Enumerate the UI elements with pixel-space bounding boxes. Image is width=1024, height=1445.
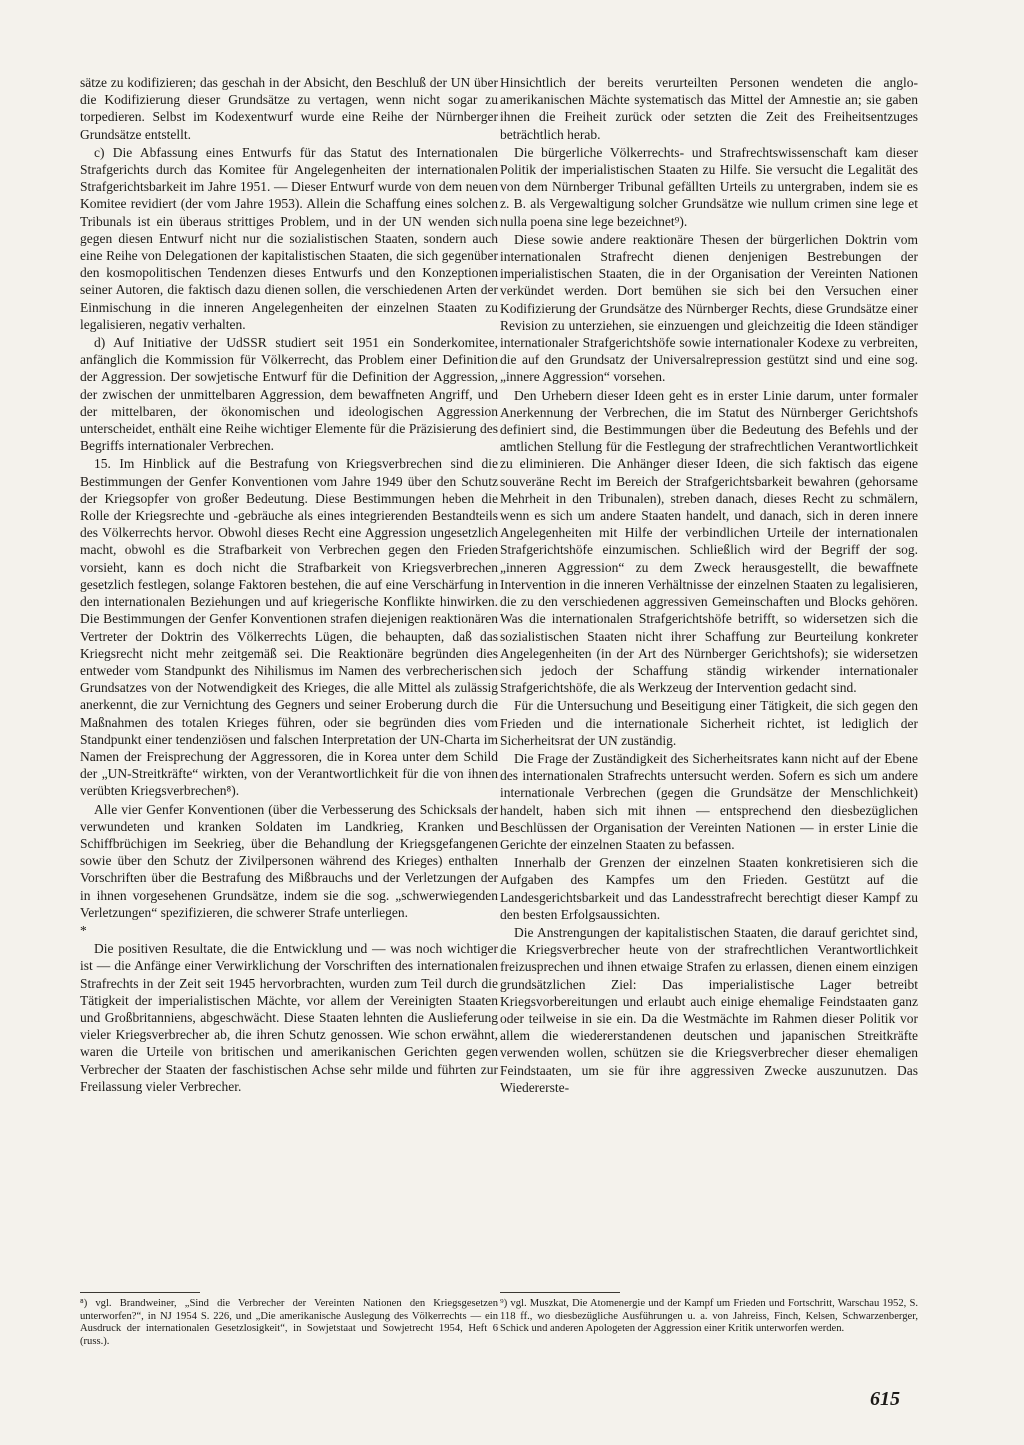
paragraph: Den Urhebern dieser Ideen geht es in erster Linie darum, unter formaler Anerkennung der Verbrechen, die im Statut des Nürnberger Gerichtshofs definiert sind, die Bestimmungen über die Bedeutung des Befehls und der amtlichen Stellung für die Festlegung der strafrechtlichen Verantwortlichkeit zu eliminieren. Die Anhänger dieser Ideen, die sich faktisch das eigene souveräne Recht im Bereich der Strafgerichtsbarkeit bewahren (gehorsame Mehrheit in den Tribunalen), streben danach, dieses Recht zu schmälern, wenn es sich um andere Staaten handelt, und danach, sich in deren innere Angelegenheiten mit Hilfe der verbindlichen Urteile der internationalen Strafgerichtshöfe einzumischen. Schließlich wird der Begriff der sog. „inneren Aggression“ zu dem Zweck herausgestellt, die bewaffnete Intervention in die inneren Verhältnisse der einzelnen Staaten zu legalisieren, die zu den verschiedenen aggressiven Gemeinschaften und Blocks gehören. Was die internationalen Strafgerichtshöfe betrifft, so widersetzen sich die sozialistischen Staaten nicht ihrer Schaffung zur Beurteilung konkreter Angelegenheiten (in der Art des Nürnberger Gerichtshofs); sie widersetzen sich jedoch der Schaffung ständig wirkender internationaler Strafgerichtshöfe, die als Werkzeug der Intervention gedacht sind. <box>500 387 918 696</box>
paragraph: Die bürgerliche Völkerrechts- und Strafrechtswissenschaft kam dieser Politik der imperialistischen Staaten zu Hilfe. Sie versucht die Legalität des von dem Nürnberger Tribunal gefällten Urteils zu untergraben, indem sie es z. B. als Vergewaltigung solcher Grundsätze wie nullum crimen sine lege et nulla poena sine lege bezeichnet⁹). <box>500 144 918 229</box>
paragraph: 15. Im Hinblick auf die Bestrafung von Kriegsverbrechen sind die Bestimmungen der Genfer Konventionen vom Jahre 1949 über den Schutz der Kriegsopfer von großer Bedeutung. Diese Bestimmungen heben die Rolle der Kriegsrechte und -gebräuche als eines integrierenden Bestandteils des Völkerrechts hervor. Obwohl dieses Recht eine Aggression ungesetzlich macht, obwohl es die Strafbarkeit von Verbrechen gegen den Frieden vorsieht, kann es doch nicht die Strafbarkeit von Kriegsverbrechen gesetzlich festlegen, solange Faktoren bestehen, die auf eine Verschärfung in den internationalen Beziehungen und auf kriegerische Konflikte hinwirken. Die Bestimmungen der Genfer Konventionen strafen diejenigen reaktionären Vertreter der Doktrin des Völkerrechts Lügen, die behaupten, daß das Kriegsrecht nicht mehr zeitgemäß sei. Die Reaktionäre begründen dies entweder vom Standpunkt des Nihilismus im Namen des verbrecherischen Grundsatzes von der Notwendigkeit des Krieges, die alle Mittel als zulässig anerkennt, die zur Vernichtung des Gegners und seiner Eroberung durch die Maßnahmen des totalen Krieges führen, oder sie begründen dies vom Standpunkt einer tendenziösen und falschen Interpretation der UN-Charta im Namen der Freisprechung der Aggressoren, die in Korea unter dem Schild der „UN-Streitkräfte“ wirkten, von der Verantwortlichkeit für die von ihnen verübten Kriegsverbrechen⁸). <box>80 456 498 799</box>
paragraph: Die Anstrengungen der kapitalistischen Staaten, die darauf gerichtet sind, die Kriegsverbrecher heute von der strafrechtlichen Verantwortlichkeit freizusprechen und ihnen etwaige Strafen zu erlassen, dienen einem einzigen grundsätzlichen Ziel: Das imperialistische Lager betreibt Kriegsvorbereitungen und erlaubt auch einige ehemalige Feindstaaten ganz oder teilweise in sie ein. Da die Westmächte im Rahmen dieser Politik vor allem die wiedererstandenen deutschen und japanischen Streitkräfte verwenden wollen, schützen sie die Kriegsverbrecher dieser ehemaligen Feindstaaten, um sie für ihre aggressiven Zwecke auszunutzen. Das Wiedererste- <box>500 924 918 1095</box>
paragraph: d) Auf Initiative der UdSSR studiert seit 1951 ein Sonderkomitee, anfänglich die Kommission für Völkerrecht, das Problem einer Definition der Aggression. Der sowjetische Entwurf für die Definition der Aggression, der zwischen der unmittelbaren Aggression, dem bewaffneten Angriff, und der mittelbaren, der ökonomischen und ideologischen Aggression unterscheidet, enthält eine Reihe wichtiger Elemente für die Präzisierung des Begriffs internationaler Verbrechen. <box>80 335 498 454</box>
footnote-left: ⁸) vgl. Brandweiner, „Sind die Verbrecher der Vereinten Nationen den Kriegsgesetzen unterworfen?“, in NJ 1954 S. 226, und „Die amerikanische Auslegung des Völkerrechts — ein Ausdruck der internationalen Gesetzlosigkeit“, in Sowjetstaat und Sowjetrecht 1954, Heft 6 (russ.). <box>80 1298 498 1347</box>
paragraph: c) Die Abfassung eines Entwurfs für das Statut des Internationalen Strafgerichts durch das Komitee für Angelegenheiten der internationalen Strafgerichtsbarkeit im Jahre 1951. — Dieser Entwurf wurde von dem neuen Komitee revidiert (der vom Jahre 1953). Allein die Schaffung eines solchen Tribunals ist ein überaus strittiges Problem, und in der UN wenden sich gegen diesen Entwurf nicht nur die sozialistischen Staaten, sondern auch eine Reihe von Delegationen der kapitalistischen Staaten, die sich gegenüber den kosmopolitischen Tendenzen dieses Entwurfs und den Konzeptionen seiner Autoren, die faktisch dazu dienen sollen, die verschiedenen Arten der Einmischung in die inneren Angelegenheiten der einzelnen Staaten zu legalisieren, negativ verhalten. <box>80 144 498 332</box>
footnote-rule <box>80 1292 200 1293</box>
footnote-right: ⁹) vgl. Muszkat, Die Atomenergie und der Kampf um Frieden und Fortschritt, Warschau 1952, S. 118 ff., wo diesbezügliche Ausführungen u. a. von Jahreiss, Finch, Kelsen, Schwarzenberger, Schick und anderen Apologeten der Aggression einer Kritik unterworfen werden. <box>500 1298 918 1335</box>
paragraph: Für die Untersuchung und Beseitigung einer Tätigkeit, die sich gegen den Frieden und die internationale Sicherheit richtet, ist lediglich der Sicherheitsrat der UN zuständig. <box>500 698 918 748</box>
footnote-rule <box>500 1292 620 1293</box>
paragraph: Innerhalb der Grenzen der einzelnen Staaten konkretisieren sich die Aufgaben des Kampfes um den Frieden. Gestützt auf die Landesgerichtsbarkeit und das Landesstrafrecht berechtigt dieser Kampf zu den besten Erfolgsaussichten. <box>500 855 918 922</box>
paragraph: Die positiven Resultate, die die Entwicklung und — was noch wichtiger ist — die Anfänge einer Verwirklichung der Vorschriften des internationalen Strafrechts in der Zeit seit 1945 hervorbrachten, wurden zum Teil durch die Tätigkeit der imperialistischen Mächte, vor allem der Vereinigten Staaten und Großbritanniens, abgeschwächt. Diese Staaten lehnten die Auslieferung vieler Kriegsverbrecher ab, die ihren Schutz genossen. Wie schon erwähnt, waren die Urteile von britischen und amerikanischen Gerichten gegen Verbrecher der Staaten der faschistischen Achse sehr milde und führten zur Freilassung vieler Verbrecher. <box>80 941 498 1094</box>
paragraph: Die Frage der Zuständigkeit des Sicherheitsrates kann nicht auf der Ebene des internationalen Strafrechts untersucht werden. Sofern es sich um andere internationale Verbrechen (gegen die Grundsätze der Menschlichkeit) handelt, haben sich mit ihnen — entsprechend den diesbezüglichen Beschlüssen der Organisation der Vereinten Nationen — in erster Linie die Gerichte der einzelnen Staaten zu befassen. <box>500 750 918 852</box>
paragraph: sätze zu kodifizieren; das geschah in der Absicht, den Beschluß der UN über die Kodifizierung dieser Grundsätze zu vertagen, wenn nicht sogar zu torpedieren. Selbst im Kodexentwurf wurde eine Reihe der Nürnberger Grundsätze entstellt. <box>80 75 498 142</box>
section-separator: * <box>80 922 87 938</box>
right-column <box>500 74 918 1096</box>
paragraph: Diese sowie andere reaktionäre Thesen der bürgerlichen Doktrin vom internationalen Strafrecht dienen denjenigen Bestrebungen der imperialistischen Staaten, die in der Organisation der Vereinten Nationen verkündet werden. Dort bemühen sie sich bei den Versuchen einer Kodifizierung der Grundsätze des Nürnberger Rechts, diese Grundsätze einer Revision zu unterziehen, sie einzuengen und gleichzeitig die Ideen ständiger internationaler Strafgerichtshöfe sowie internationaler Kodexe zu verbreiten, die auf den Grundsatz der Universalrepression gestützt sind und eine sog. „innere Aggression“ vorsehen. <box>500 231 918 385</box>
paragraph: Alle vier Genfer Konventionen (über die Verbesserung des Schicksals der verwundeten und kranken Soldaten im Landkrieg, Kranken und Schiffbrüchigen im Seekrieg, über die Behandlung der Kriegsgefangenen sowie über den Schutz der Zivilpersonen während des Krieges) enthalten Vorschriften über die Bestrafung des Mißbrauchs und der Verletzungen der in ihnen vorgesehenen Grundsätze, indem sie die sog. „schwerwiegenden Verletzungen“ spezifizieren, die schwerer Strafe unterliegen. <box>80 801 498 920</box>
page-number: 615 <box>870 1388 900 1410</box>
paragraph: Hinsichtlich der bereits verurteilten Personen wendeten die anglo-amerikanischen Mächte systematisch das Mittel der Amnestie an; sie gaben ihnen die Freiheit zurück oder setzten die Zeit des Freiheitsentzuges beträchtlich herab. <box>500 75 918 142</box>
left-column <box>80 74 498 1095</box>
